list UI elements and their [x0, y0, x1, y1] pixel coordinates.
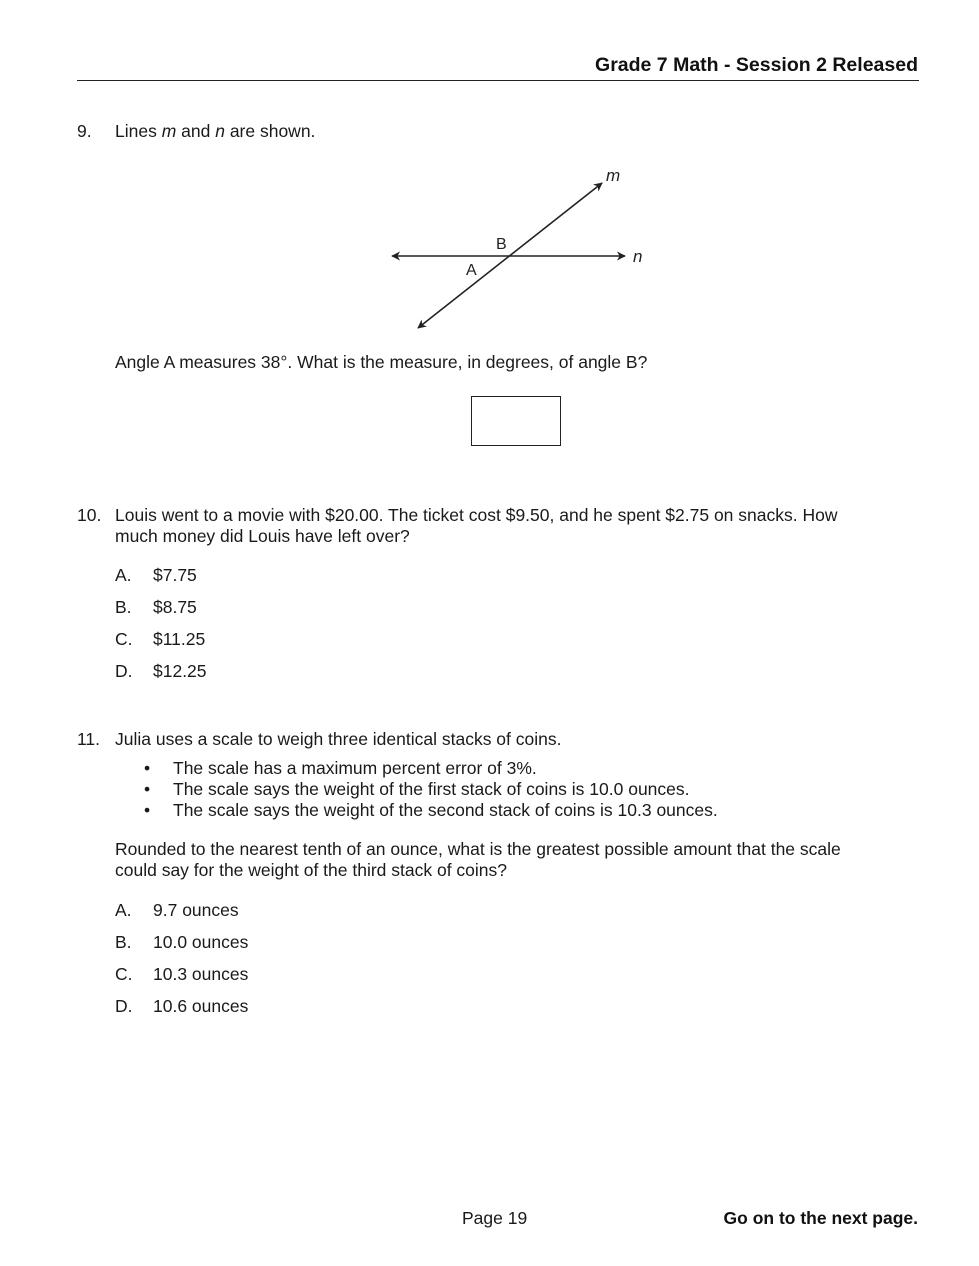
q9-var-n: n	[215, 121, 225, 141]
page-header-title: Grade 7 Math - Session 2 Released	[595, 54, 918, 76]
q11-option-b-letter[interactable]: B.	[115, 932, 132, 952]
question-11-prompt-line2: could say for the weight of the third stack of coins?	[115, 860, 508, 880]
q11-bullet-1: The scale has a maximum percent error of 3%.	[173, 758, 537, 778]
q11-bullet-3: The scale says the weight of the second stack of coins is 10.3 ounces.	[173, 800, 718, 820]
q10-option-a-text[interactable]: $7.75	[153, 565, 197, 585]
q9-text-prefix: Lines	[115, 121, 162, 141]
go-on-next-page: Go on to the next page.	[723, 1208, 918, 1228]
q11-option-a-letter[interactable]: A.	[115, 900, 132, 920]
q10-option-c-text[interactable]: $11.25	[153, 629, 206, 649]
label-m: m	[606, 166, 621, 185]
q10-option-d-letter[interactable]: D.	[115, 661, 133, 681]
q11-option-d-letter[interactable]: D.	[115, 996, 133, 1016]
q11-option-a-text[interactable]: 9.7 ounces	[153, 900, 239, 920]
bullet-marker: •	[144, 758, 151, 778]
header-divider	[77, 80, 919, 81]
q11-option-b-text[interactable]: 10.0 ounces	[153, 932, 249, 952]
label-a: A	[466, 262, 477, 279]
q10-option-c-letter[interactable]: C.	[115, 629, 133, 649]
question-10-text-line2: much money did Louis have left over?	[115, 526, 410, 546]
label-n: n	[633, 247, 643, 266]
q11-bullet-2: The scale says the weight of the first stack of coins is 10.0 ounces.	[173, 779, 690, 799]
answer-input-box[interactable]	[471, 396, 561, 446]
q9-text-and: and	[176, 121, 216, 141]
q9-text-suffix: are shown.	[224, 121, 316, 141]
bullet-marker: •	[144, 779, 151, 799]
q11-option-d-text[interactable]: 10.6 ounces	[153, 996, 249, 1016]
question-11-text: Julia uses a scale to weigh three identical stacks of coins.	[115, 729, 562, 749]
question-10-number: 10.	[77, 505, 102, 525]
question-11-prompt-line1: Rounded to the nearest tenth of an ounce, what is the greatest possible amount that the scale	[115, 839, 841, 859]
question-9-prompt: Angle A measures 38°. What is the measure, in degrees, of angle B?	[115, 352, 648, 372]
q10-option-b-letter[interactable]: B.	[115, 597, 132, 617]
label-b: B	[496, 236, 507, 253]
page-number: Page 19	[462, 1208, 528, 1228]
q11-option-c-text[interactable]: 10.3 ounces	[153, 964, 249, 984]
q10-option-d-text[interactable]: $12.25	[153, 661, 207, 681]
q10-option-a-letter[interactable]: A.	[115, 565, 132, 585]
q10-option-b-text[interactable]: $8.75	[153, 597, 197, 617]
q11-option-c-letter[interactable]: C.	[115, 964, 133, 984]
bullet-marker: •	[144, 800, 151, 820]
question-10-text-line1: Louis went to a movie with $20.00. The ticket cost $9.50, and he spent $2.75 on snacks. How	[115, 505, 838, 525]
question-9-number: 9.	[77, 121, 92, 141]
lines-figure	[380, 160, 660, 340]
question-9-text	[115, 121, 315, 142]
q9-var-m: m	[161, 121, 177, 141]
question-11-number: 11.	[77, 729, 101, 749]
